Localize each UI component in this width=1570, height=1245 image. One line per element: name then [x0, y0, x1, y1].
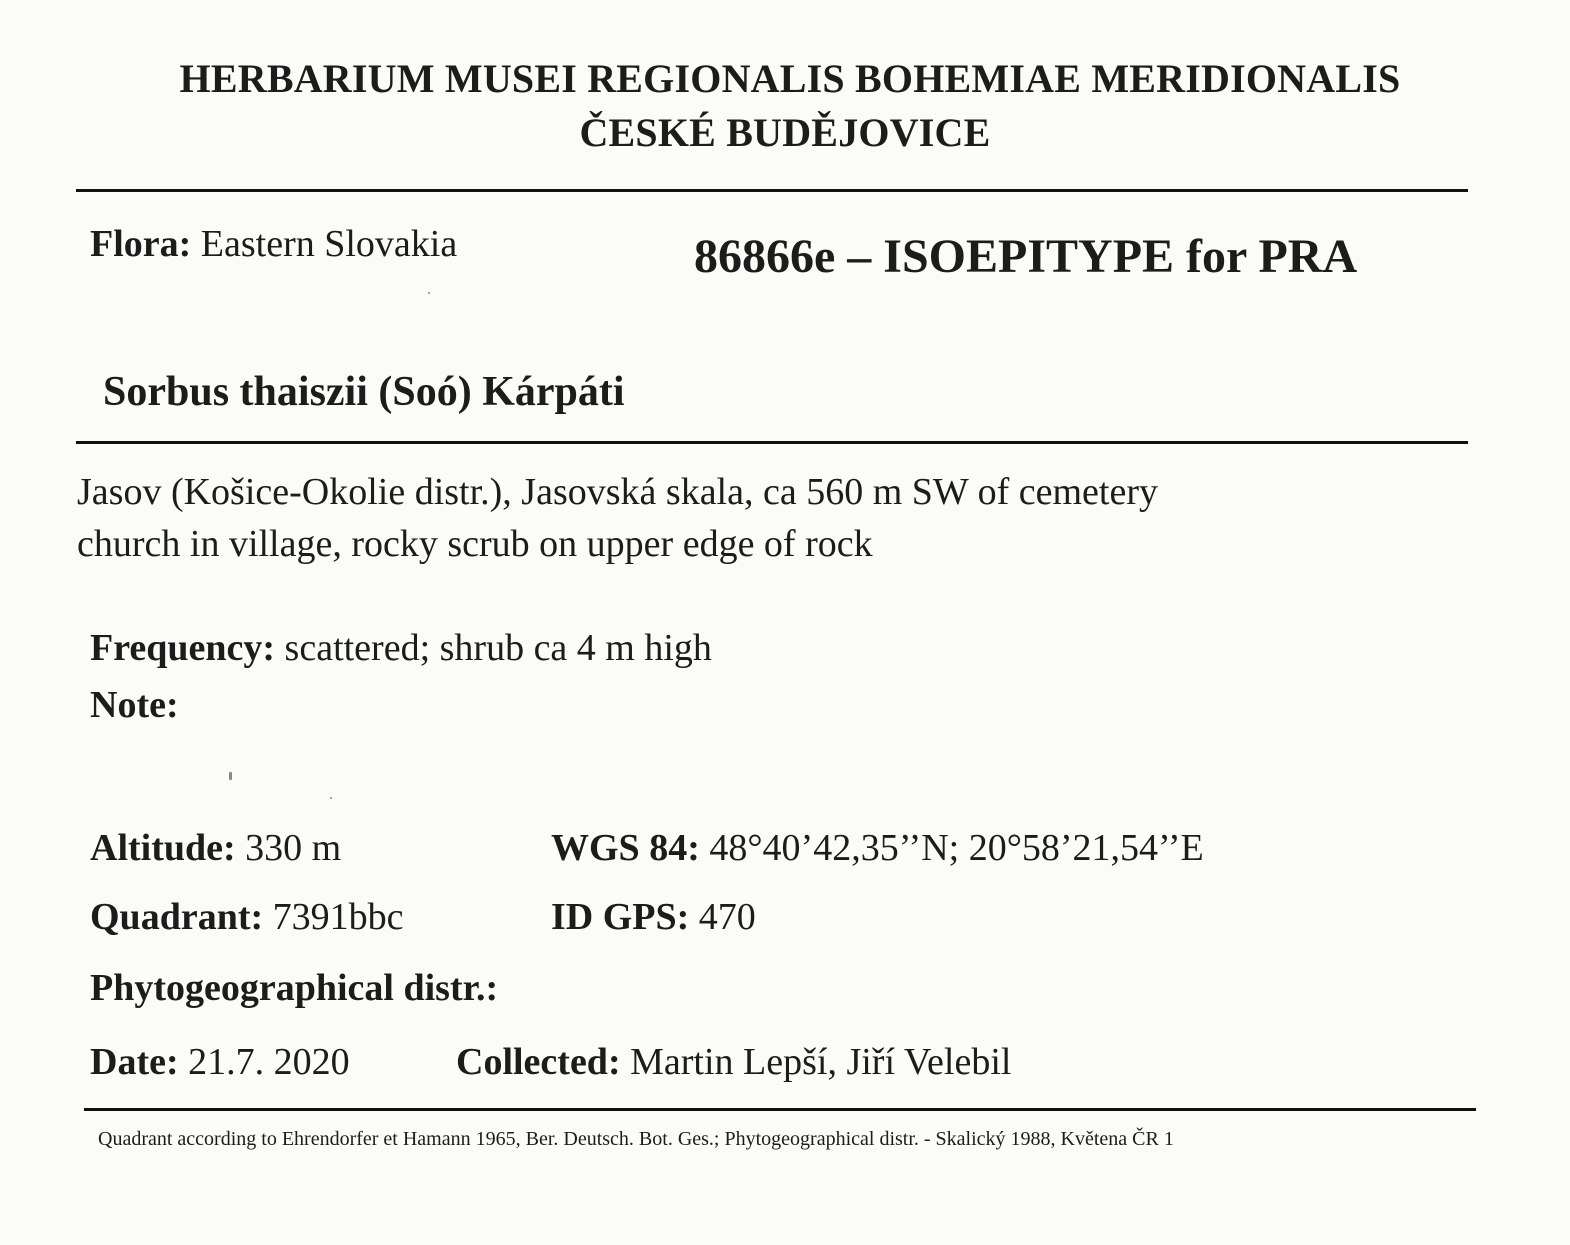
phytogeographical-field: [90, 966, 498, 1010]
quadrant-field: [90, 895, 404, 939]
wgs84-label: WGS 84:: [551, 827, 700, 869]
collected-label: Collected:: [456, 1041, 621, 1083]
altitude-field: [90, 826, 341, 870]
wgs84-value: 48°40’42,35’’N; 20°58’21,54’’E: [709, 827, 1204, 869]
altitude-label: Altitude:: [90, 827, 236, 869]
date-value: 21.7. 2020: [188, 1041, 350, 1083]
institution-city: ČESKÉ BUDĚJOVICE: [579, 110, 991, 155]
id-gps-label: ID GPS:: [551, 896, 690, 938]
paper-speck: [330, 797, 332, 799]
locality-line-1: Jasov (Košice-Okolie distr.), Jasovská skala, ca 560 m SW of cemetery: [77, 471, 1158, 513]
frequency-label: Frequency:: [90, 627, 276, 669]
date-field: [90, 1040, 350, 1084]
collected-value: Martin Lepší, Jiří Velebil: [630, 1041, 1012, 1083]
divider-middle: [76, 441, 1468, 444]
flora-field: [90, 222, 457, 266]
footnote: Quadrant according to Ehrendorfer et Hamann 1965, Ber. Deutsch. Bot. Ges.; Phytogeographical distr. - Skalický 1988, Květena ČR 1: [98, 1128, 1174, 1150]
flora-value: Eastern Slovakia: [200, 223, 458, 265]
paper-speck: [428, 292, 430, 294]
frequency-field: [90, 626, 712, 670]
frequency-value: scattered; shrub ca 4 m high: [284, 627, 712, 669]
note-field: [90, 683, 179, 727]
note-label: Note:: [90, 684, 179, 726]
collected-field: [456, 1040, 1011, 1084]
flora-label: Flora:: [90, 223, 192, 265]
altitude-value: 330 m: [245, 827, 342, 869]
divider-top: [76, 189, 1468, 192]
id-gps-field: [551, 895, 756, 939]
date-label: Date:: [90, 1041, 179, 1083]
locality-line-2: church in village, rocky scrub on upper edge of rock: [77, 523, 873, 565]
institution-title: HERBARIUM MUSEI REGIONALIS BOHEMIAE MERIDIONALIS: [179, 56, 1401, 101]
wgs84-field: [551, 826, 1204, 870]
quadrant-label: Quadrant:: [90, 896, 264, 938]
paper-speck: [229, 772, 232, 780]
specimen-id: 86866e – ISOEPITYPE for PRA: [694, 230, 1358, 283]
divider-bottom: [84, 1108, 1476, 1111]
taxon-name: Sorbus thaiszii (Soó) Kárpáti: [103, 369, 625, 415]
phytogeographical-label: Phytogeographical distr.:: [90, 967, 499, 1009]
id-gps-value: 470: [698, 896, 756, 938]
quadrant-value: 7391bbc: [272, 896, 404, 938]
